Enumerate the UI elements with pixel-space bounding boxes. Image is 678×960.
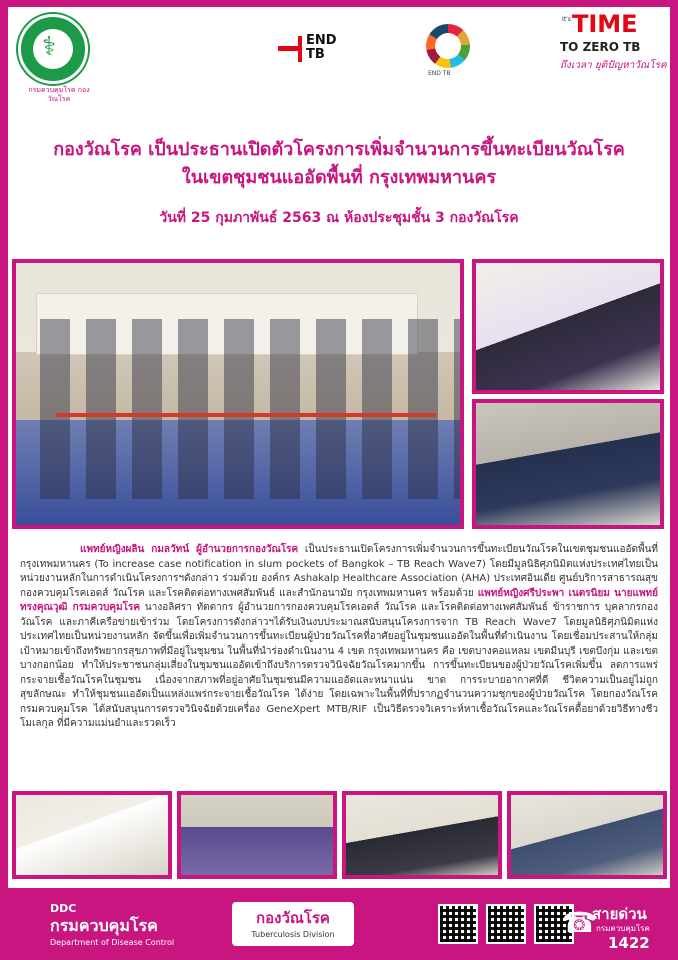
bottom-photo-3 [342, 791, 502, 879]
time-small: It's [562, 16, 571, 23]
hotline-number[interactable]: 1422 [608, 934, 650, 952]
body-part-2: นางอลิศรา ทัตตากร ผู้อำนวยการกองควบคุมโรคเอดส์ วัณโรค และโรคติดต่อทางเพศสัมพันธ์ ข้าราชการ บุคลากรกองวัณโรค และภาคีเครือข่ายเข้าร่วม โดยโครงการดังกล่าวฯได้รับเงินงบประมาณสนับสนุนโครงการจาก TB Reach Wave7 โดยมูลนิธิศุภนิมิตแห่งประเทศไทยเป็นหน่วยงานหลัก จัดขึ้นเพื่อเพิ่มจำนวนการขึ้นทะเบียนผู้ป่วยวัณโรคที่อาศัยอยู่ในชุมชนแออัดในพื้นที่ดำเนินงาน โดยเชื่อมประสานให้กลุ่มเป้าหมายเข้าถึงทรัพยากรสุขภาพที่มีอยู่ในชุมชน ในพื้นที่นำร่องดำเนินงาน 4 เขต กรุงเทพมหานคร คือ เขตบางคอแหลม เขตมีนบุรี เขตบึงกุ่ม และเขตบางกอกน้อย ทำให้ประชาชนกลุ่มเสี่ยงในชุมชนแออัดเข้าถึงบริการตรวจวินิจฉัยวัณโรคมากขึ้น การขึ้นทะเบียนของผู้ป่วยวัณโรคเพิ่มขึ้น ลดการแพร่กระจายเชื้อวัณโรคในชุมชน เนื่องจากสภาพที่อยู่อาศัยในชุมชนมีความแออัดและหนาแน่น ขาด การระบายอากาศที่ดี ชีวิตความเป็นอยู่ไม่ถูกสุขลักษณะ ทำให้ชุมชนแออัดเป็นแหล่งแพร่กระจายเชื้อวัณโรค ได้ง่าย โดยเฉพาะในพื้นที่ที่ปรากฏจำนวนความชุกของผู้ป่วยวัณโรค โดยกองวัณโรค กรมควบคุมโรค ได้สนับสนุนการตรวจวินิจฉัยด้วยเครื่อง GeneXpert MTB/RIF เป็นวิธีตรวจวิเคราะห์หาเชื้อวัณโรคและวัณโรคดื้อยาด้วยวิธีทางชีวโมเลกุล ที่มีความแม่นยำและรวดเร็ว [20, 602, 658, 729]
side-photo-1 [472, 259, 664, 394]
headline-line-2: ในเขตชุมชนแออัดพื้นที่ กรุงเทพมหานคร [181, 167, 497, 188]
body-part-1: เป็นประธานเปิดโครงการเพิ่มจำนวนการขึ้นทะเบียนวัณโรคในเขตชุมชนแออัดพื้นที่กรุงเทพมหานคร (To increase case notification in slum pockets of Bangkok – TB Reach Wave7) โดยมีมูลนิธิศุภนิมิตแห่งประเทศไทยเป็นหน่วยงานหลักในการดำเนินโครงการฯดังกล่าว ร่วมด้วย องค์กร Ashakalp Healthcare Association (AHA) ประเทศอินเดีย ศูนย์บริการสาธารณสุข กองควบคุมโรคเอดส์ วัณโรค และโรคติดต่อทางเพศสัมพันธ์ และสำนักอนามัย กรุงเทพมหานคร พร้อมด้วย [20, 544, 658, 599]
bottom-photo-4 [507, 791, 667, 879]
endtb-logo-icon [278, 34, 348, 68]
highlight-name-2: แพทย์หญิงศรีประพา เนตรนิยม นายแพทย์ทรงคุณวุฒิ กรมควบคุมโรค [20, 587, 658, 613]
sdg-ring-icon [426, 24, 470, 68]
headline-line-1: กองวัณโรค เป็นประธานเปิดตัวโครงการเพิ่มจำนวนการขึ้นทะเบียนวัณโรค [53, 139, 625, 160]
ddc-english-name: Department of Disease Control [50, 938, 175, 947]
qr-code-icon[interactable] [438, 904, 478, 944]
tb-division-logo [232, 902, 354, 946]
side-photo-2 [472, 399, 664, 529]
ddc-thai-name: กรมควบคุมโรค [50, 916, 158, 935]
main-photo [12, 259, 464, 529]
moph-seal-icon [18, 14, 88, 84]
top-strip [0, 0, 678, 7]
ddc-label: DDC [50, 902, 77, 915]
ring-caption: END TB [428, 70, 451, 77]
moph-caption: กรมควบคุมโรค กองวัณโรค [28, 86, 90, 103]
bottom-photo-2 [177, 791, 337, 879]
time-sub: ถึงเวลา ยุติปัญหาวัณโรค [560, 60, 667, 71]
event-date: วันที่ 25 กุมภาพันธ์ 2563 ณ ห้องประชุมชั้น 3 กองวัณโรค [159, 210, 519, 226]
phone-icon: ☎ [562, 906, 597, 939]
hotline-sub: กรมควบคุมโรค [596, 924, 650, 933]
time-to-zero-tb-logo [560, 10, 670, 80]
time-big: TIME [572, 10, 638, 38]
tb-division-english: Tuberculosis Division [251, 930, 335, 939]
time-zero: TO ZERO TB [560, 40, 641, 54]
lead-name: แพทย์หญิงผลิน กมลวัทน์ ผู้อำนวยการกองวัณโรค [80, 544, 299, 555]
hotline-label: สายด่วน [592, 905, 647, 923]
bottom-photo-1 [12, 791, 172, 879]
qr-code-icon[interactable] [486, 904, 526, 944]
endtb-text: END TB [306, 33, 337, 62]
tb-division-thai: กองวัณโรค [256, 909, 330, 927]
article-body [20, 543, 658, 732]
